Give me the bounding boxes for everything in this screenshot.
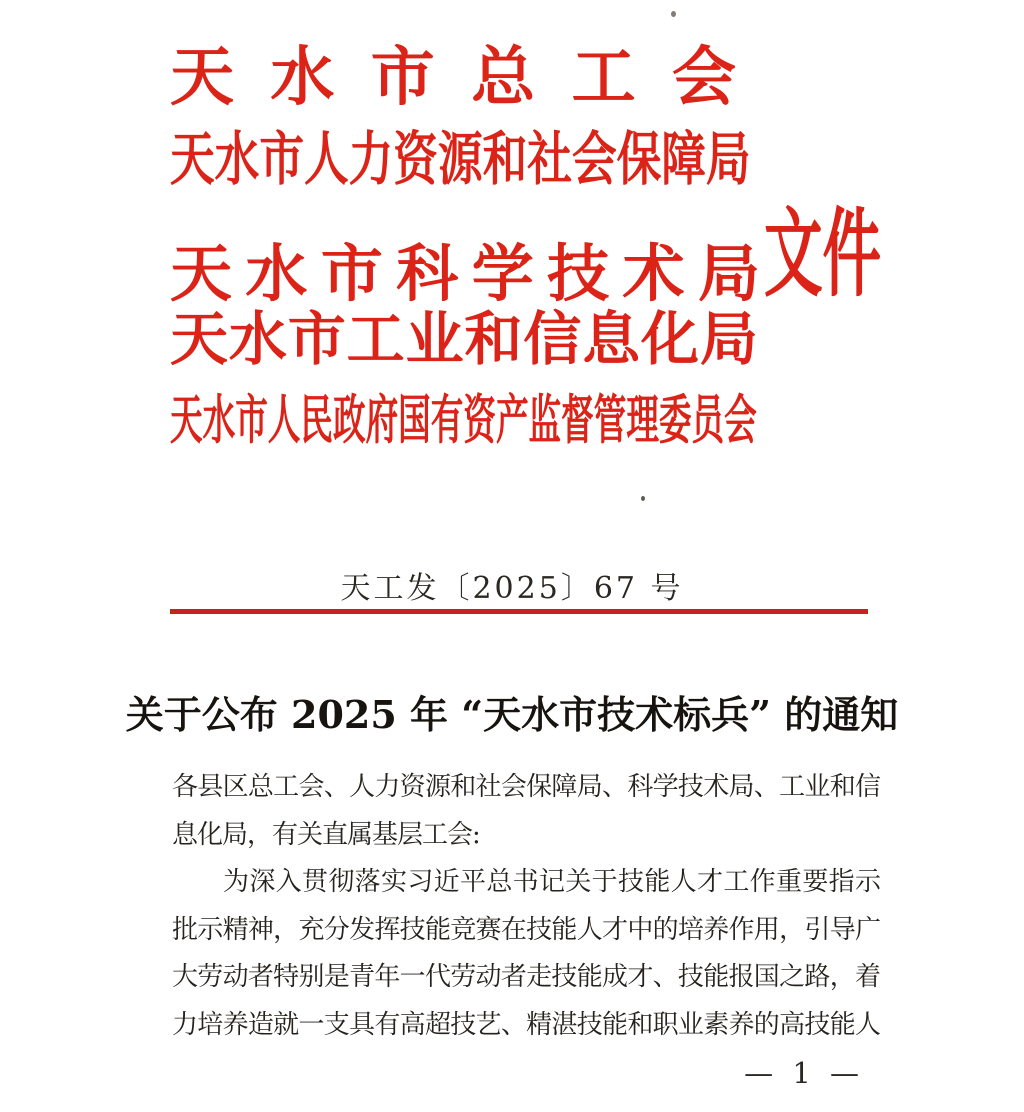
org-line-general-labor-union: 天 水 市 总 工 会 <box>170 40 736 115</box>
salutation-line-1: 各县区总工会、人力资源和社会保障局、科学技术局、工业和信 <box>172 772 880 802</box>
document-body <box>172 764 880 1049</box>
document-reference-number: 天工发〔2025〕67 号 <box>340 571 684 606</box>
org-line-human-resources-bureau: 天水市人力资源和社会保障局 <box>170 125 751 193</box>
red-divider-line <box>170 609 868 614</box>
body-line-4: 力培养造就一支具有高超技艺、精湛技能和职业素养的高技能人 <box>172 1009 880 1040</box>
body-line-3: 大劳动者特别是青年一代劳动者走技能成才、技能报国之路，着 <box>172 962 880 992</box>
page-number: — 1 — <box>744 1056 864 1090</box>
org-line-industry-info-bureau: 天 水 市 工 业 和 信 息 化 局 <box>170 305 758 373</box>
body-line-2: 批示精神，充分发挥技能竞赛在技能人才中的培养作用，引导广 <box>172 914 880 945</box>
org-line-science-tech-row <box>170 197 956 313</box>
document-title: 关于公布 2025 年 “天水市技术标兵” 的通知 <box>125 692 899 737</box>
doc-type-label: 文件 <box>764 197 882 310</box>
scan-artifact-dot <box>671 11 676 17</box>
scan-artifact-dot <box>641 496 645 501</box>
org-line-science-tech-bureau: 天 水 市 科 学 技 术 局 <box>170 237 760 310</box>
body-line-1: 为深入贯彻落实习近平总书记关于技能人才工作重要指示 <box>223 867 880 897</box>
salutation-line-2: 息化局，有关直属基层工会: <box>172 819 480 850</box>
org-line-state-assets-commission: 天水市人民政府国有资产监督管理委员会 <box>170 389 757 451</box>
